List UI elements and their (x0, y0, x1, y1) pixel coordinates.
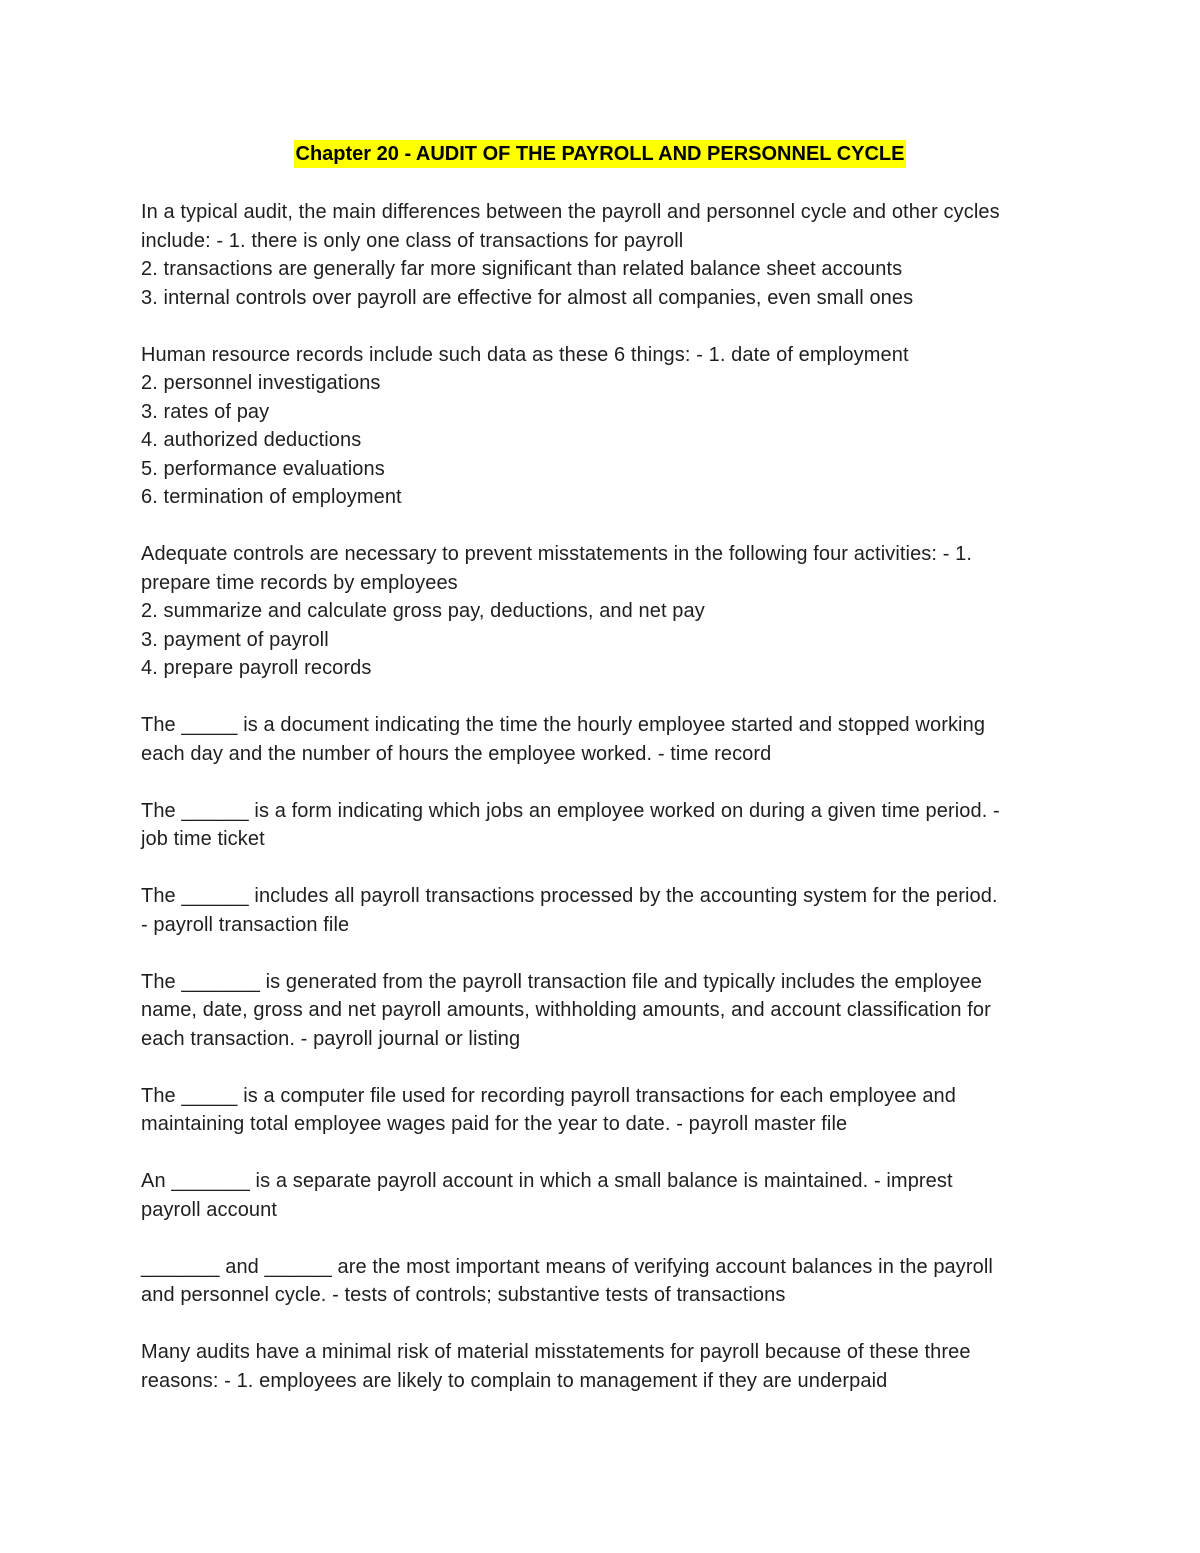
text-line: reasons: - 1. employees are likely to complain to management if they are underpaid (141, 1369, 888, 1392)
text-line: 6. termination of employment (141, 486, 402, 508)
text-line: and personnel cycle. - tests of controls; substantive tests of transactions (141, 1284, 786, 1306)
text-line: _______ and ______ are the most important means of verifying account balances in the payroll (141, 1255, 993, 1278)
flashcard-block (141, 341, 1071, 512)
text-line: payroll account (141, 1198, 278, 1221)
text-line: An _______ is a separate payroll account in which a small balance is maintained. - imprest (141, 1170, 953, 1192)
text-line: each transaction. - payroll journal or listing (141, 1027, 521, 1050)
text-line: 4. prepare payroll records (141, 657, 372, 679)
text-line: Adequate controls are necessary to prevent misstatements in the following four activities: - 1. (141, 543, 973, 565)
text-line: 2. personnel investigations (141, 372, 381, 394)
flashcard-block (141, 1253, 1071, 1310)
text-line: The _______ is generated from the payroll transaction file and typically includes the employee (141, 970, 983, 993)
title-container (0, 140, 1200, 168)
text-line: prepare time records by employees (141, 571, 458, 594)
flashcard-block (141, 882, 1071, 939)
text-line: 2. summarize and calculate gross pay, deductions, and net pay (141, 600, 705, 622)
text-line: The _____ is a computer file used for recording payroll transactions for each employee and (141, 1084, 957, 1107)
text-line: 5. performance evaluations (141, 457, 385, 480)
text-line: The ______ includes all payroll transactions processed by the accounting system for the period. (141, 885, 998, 907)
text-line: The ______ is a form indicating which jobs an employee worked on during a given time period. - (141, 799, 1000, 822)
text-line: Human resource records include such data as these 6 things: - 1. date of employment (141, 343, 909, 366)
text-line: In a typical audit, the main differences between the payroll and personnel cycle and other cycles (141, 201, 1000, 223)
text-line: job time ticket (141, 828, 265, 850)
text-line: each day and the number of hours the employee worked. - time record (141, 742, 772, 765)
text-line: 2. transactions are generally far more significant than related balance sheet accounts (141, 258, 903, 280)
flashcard-block (141, 711, 1071, 768)
text-line: include: - 1. there is only one class of transactions for payroll (141, 229, 684, 252)
flashcard-block (141, 1338, 1071, 1395)
flashcard-block (141, 1167, 1071, 1224)
flashcard-block (141, 968, 1071, 1054)
text-line: 3. rates of pay (141, 400, 270, 423)
flashcard-block (141, 797, 1071, 854)
flashcard-block (141, 540, 1071, 683)
flashcard-block (141, 198, 1071, 312)
text-line: - payroll transaction file (141, 913, 350, 936)
text-line: maintaining total employee wages paid for the year to date. - payroll master file (141, 1113, 848, 1135)
text-line: 3. payment of payroll (141, 628, 329, 651)
text-line: name, date, gross and net payroll amounts, withholding amounts, and account classification for (141, 999, 991, 1021)
text-line: 3. internal controls over payroll are effective for almost all companies, even small ones (141, 286, 914, 309)
chapter-title: Chapter 20 - AUDIT OF THE PAYROLL AND PERSONNEL CYCLE (294, 140, 907, 168)
document-body (141, 198, 1071, 1424)
text-line: Many audits have a minimal risk of material misstatements for payroll because of these three (141, 1341, 971, 1363)
text-line: The _____ is a document indicating the time the hourly employee started and stopped working (141, 714, 986, 736)
flashcard-block (141, 1082, 1071, 1139)
text-line: 4. authorized deductions (141, 429, 362, 451)
